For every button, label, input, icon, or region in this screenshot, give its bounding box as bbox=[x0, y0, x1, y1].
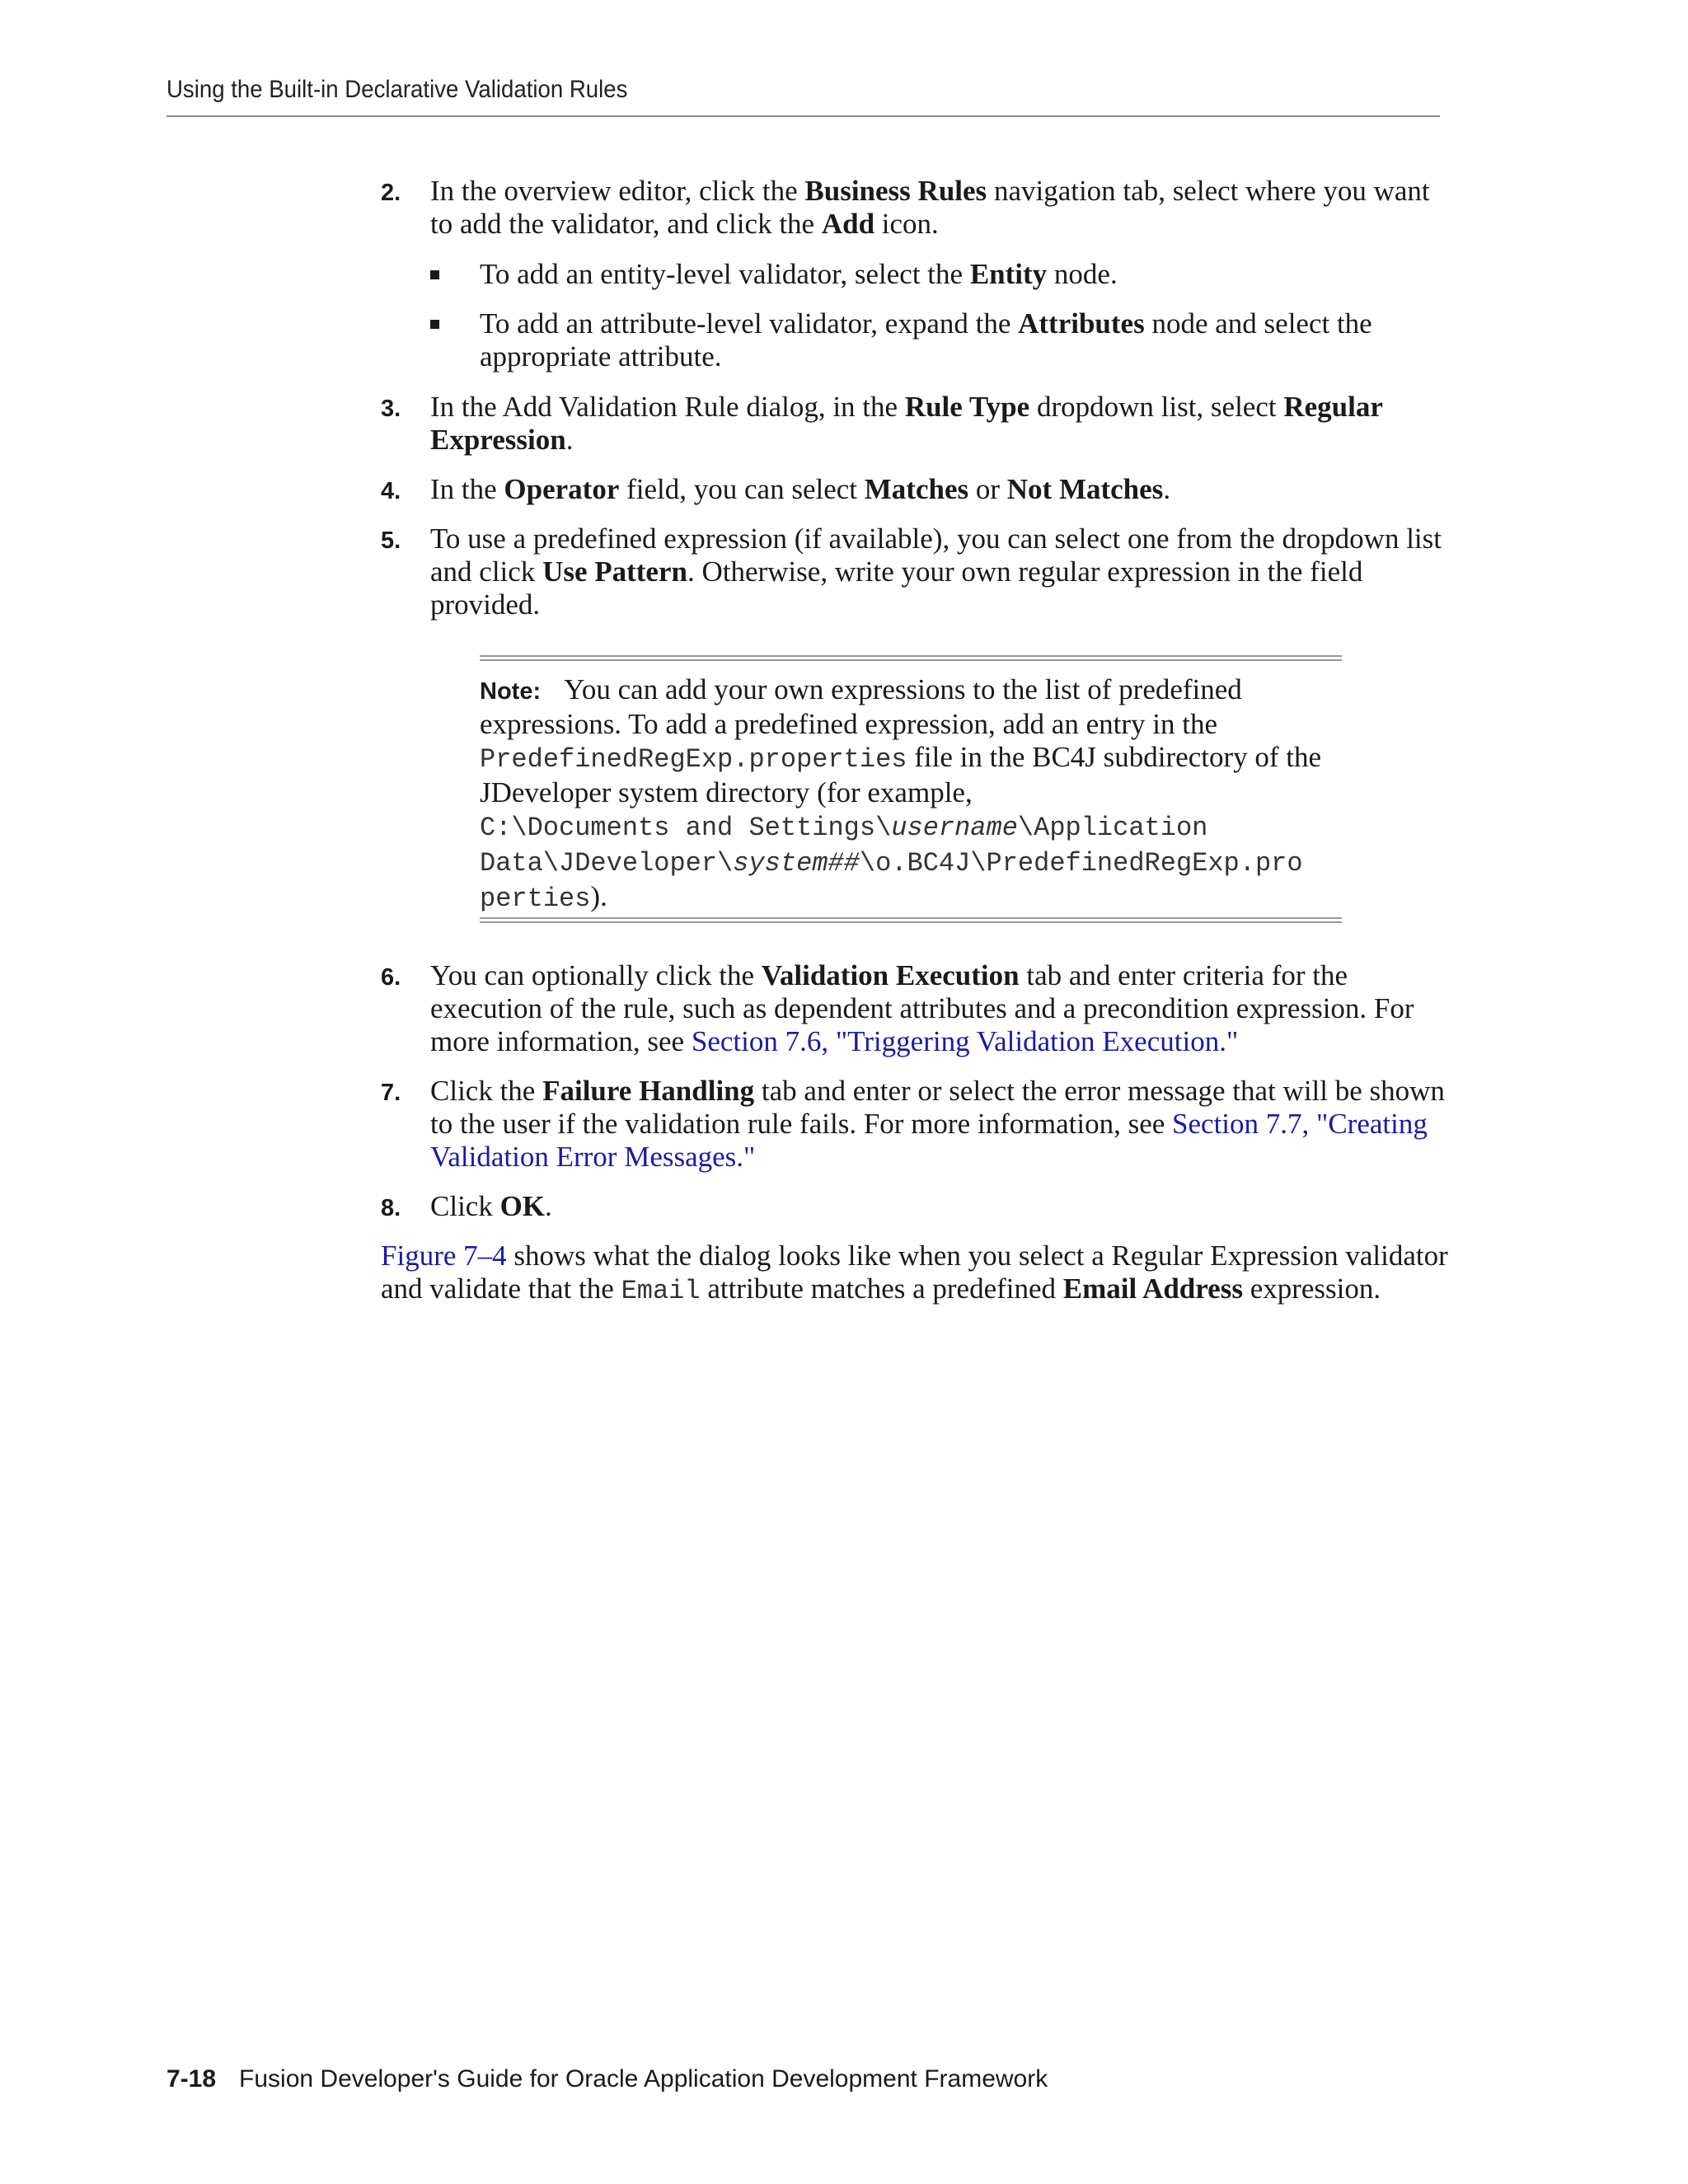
page-footer bbox=[166, 2065, 1048, 2093]
bullet-item: To add an attribute-level validator, expand the Attributes node and select the appropriate attribute. bbox=[430, 307, 1452, 373]
note-bottom-rule bbox=[480, 917, 1342, 923]
code-path: perties bbox=[480, 883, 591, 914]
step-7: 7. Click the Failure Handling tab and enter or select the error message that will be shown to the user if the validation rule fails. For more information, see Section 7.7, "Creating Validation Error Messages." bbox=[381, 1075, 1445, 1173]
step-number: 8. bbox=[381, 1195, 401, 1221]
figure-link[interactable]: Figure 7–4 bbox=[381, 1240, 507, 1272]
page-number: 7-18 bbox=[166, 2065, 217, 2093]
ui-term: Email Address bbox=[1062, 1272, 1243, 1305]
step-4: 4. In the Operator field, you can select Matches or Not Matches. bbox=[381, 473, 1452, 506]
step-number: 4. bbox=[381, 478, 401, 504]
ui-term: Operator bbox=[504, 473, 620, 505]
note-box bbox=[480, 655, 1342, 927]
square-bullet-icon bbox=[430, 270, 439, 279]
header-divider bbox=[166, 115, 1440, 117]
note-top-rule bbox=[480, 655, 1342, 661]
ui-term: Business Rules bbox=[804, 175, 987, 207]
ui-term: Add bbox=[821, 208, 875, 240]
step-5: 5. To use a predefined expression (if available), you can select one from the dropdown list and click Use Pattern. Otherwise, write your own regular expression in the field provided. bbox=[381, 523, 1442, 621]
step-6: 6. You can optionally click the Validation Execution tab and enter criteria for the execution of the rule, such as dependent attributes and a precondition expression. For more information, see Section 7.6, "Triggering Validation Execution." bbox=[381, 959, 1414, 1057]
note-label: Note: bbox=[480, 678, 542, 705]
step-number: 3. bbox=[381, 396, 401, 422]
code-filename: PredefinedRegExp.properties bbox=[480, 744, 907, 775]
book-title: Fusion Developer's Guide for Oracle Application Development Framework bbox=[239, 2065, 1048, 2093]
section-link[interactable]: Section 7.7, "Creating Validation Error Messages." bbox=[430, 1108, 1428, 1173]
step-3: 3. In the Add Validation Rule dialog, in the Rule Type dropdown list, select Regular Expression. bbox=[381, 391, 1383, 456]
ui-term: Matches bbox=[864, 473, 969, 505]
ui-term: Entity bbox=[969, 258, 1048, 290]
step-number: 7. bbox=[381, 1080, 401, 1106]
ui-term: Use Pattern bbox=[542, 555, 687, 588]
step-number: 2. bbox=[381, 180, 401, 206]
ui-term: Not Matches bbox=[1006, 473, 1164, 505]
code-path: C:\Documents and Settings\username\Application bbox=[480, 813, 1208, 843]
ui-term: Regular Expression bbox=[430, 391, 1383, 456]
section-link[interactable]: Section 7.6, "Triggering Validation Execution." bbox=[691, 1025, 1239, 1057]
ui-term: OK bbox=[499, 1190, 546, 1222]
square-bullet-icon bbox=[430, 320, 439, 329]
step-number: 5. bbox=[381, 527, 401, 554]
code-term: Email bbox=[621, 1276, 701, 1306]
step-2 bbox=[381, 175, 1452, 241]
ui-term: Rule Type bbox=[904, 391, 1030, 423]
running-header: Using the Built-in Declarative Validation Rules bbox=[166, 76, 628, 103]
ui-term: Attributes bbox=[1018, 307, 1145, 340]
note-text: Note: You can add your own expressions to the list of predefined expressions. To add a predefined expression, add an entry in the PredefinedRegExp.properties file in the BC4J subdirectory of the JDeveloper system directory (for example, C:\Documents and Settings\username\Application Data\JDeveloper\system##\o.BC4J\PredefinedRegExp.pro perties). bbox=[480, 673, 1322, 914]
bullet-item: To add an entity-level validator, select the Entity node. bbox=[430, 258, 1452, 291]
step-number: 6. bbox=[381, 964, 401, 991]
step-text: In the overview editor, click the Business Rules navigation tab, select where you want to add the validator, and click the Add icon. bbox=[430, 175, 1430, 240]
ui-term: Validation Execution bbox=[761, 959, 1020, 991]
ui-term: Failure Handling bbox=[542, 1075, 755, 1107]
figure-reference-paragraph: Figure 7–4 shows what the dialog looks like when you select a Regular Expression validator and validate that the Email attribute matches a predefined Email Address expression. bbox=[381, 1240, 1448, 1306]
step-8: 8. Click OK. bbox=[381, 1190, 1452, 1223]
code-path: Data\JDeveloper\system##\o.BC4J\PredefinedRegExp.pro bbox=[480, 848, 1303, 879]
